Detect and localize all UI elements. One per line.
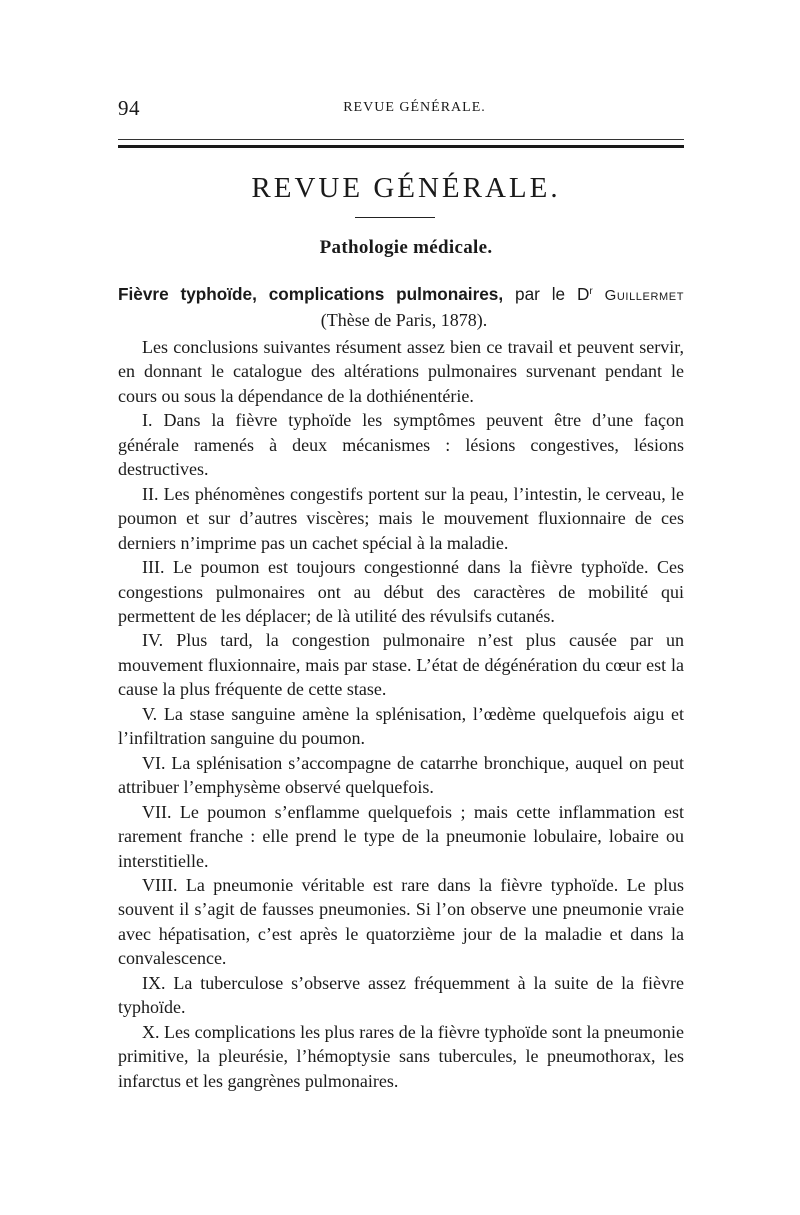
paragraph-conclusion-7: VII. Le poumon s’enflamme quelquefois ; mais cette inflammation est rarement franche : elle prend le type de la pneumonie lobulaire, lobaire ou interstitielle. xyxy=(118,801,684,871)
paragraph-conclusion-4: IV. Plus tard, la congestion pulmonaire n’est plus causée par un mouvement fluxionnaire, mais par stase. L’état de dégénération du cœur est la cause la plus fréquente de cette stase. xyxy=(118,630,684,700)
author-name: Guillermet xyxy=(604,287,685,304)
article-title: Fièvre typhoïde, complications pulmonaires, xyxy=(118,284,504,304)
title-divider xyxy=(355,217,435,218)
page-number: 94 xyxy=(118,96,140,120)
article-body xyxy=(118,335,684,1093)
paragraph-conclusion-2: II. Les phénomènes congestifs portent sur la peau, l’intestin, le cerveau, le poumon et sur d’autres viscères; mais le mouvement fluxionnaire de ces derniers n’imprime pas un cachet spécial à la maladie. xyxy=(118,483,684,553)
paragraph-conclusion-8: VIII. La pneumonie véritable est rare dans la fièvre typhoïde. Le plus souvent il s’agit de fausses pneumonies. Si l’on observe une pneumonie vraie avec hépatisation, c’est après le quatorzième jour de la maladie et dans la convalescence. xyxy=(118,874,684,969)
running-head-title: REVUE GÉNÉRALE. xyxy=(343,100,486,115)
paragraph-conclusion-10: X. Les complications les plus rares de la fièvre typhoïde sont la pneumonie primitive, la pleurésie, l’hémoptysie sans tubercules, le pneumothorax, les infarctus et les gangrènes pulmonaires. xyxy=(118,1021,684,1091)
article-heading xyxy=(118,279,684,333)
paragraph-conclusion-3: III. Le poumon est toujours congestionné dans la fièvre typhoïde. Ces congestions pulmonaires ont au début des caractères de mobilité qui permettent de les déplacer; de là utilité des révulsifs cutanés. xyxy=(118,557,684,626)
paragraph-intro: Les conclusions suivantes résument assez bien ce travail et peuvent servir, en donnant le catalogue des altérations pulmonaires survenant pendant le cours ou sous la dépendance de la dothiénentérie. xyxy=(118,337,684,406)
paragraph-conclusion-9: IX. La tuberculose s’observe assez fréquemment à la suite de la fièvre typhoïde. xyxy=(118,972,684,1018)
main-title: REVUE GÉNÉRALE. xyxy=(251,172,561,204)
article-source: (Thèse de Paris, 1878). xyxy=(320,310,488,330)
paragraph-conclusion-6: VI. La splénisation s’accompagne de catarrhe bronchique, auquel on peut attribuer l’emphysème observé quelquefois. xyxy=(118,752,684,798)
running-head xyxy=(118,96,683,120)
header-double-rule xyxy=(118,139,684,148)
paragraph-conclusion-1: I. Dans la fièvre typhoïde les symptômes peuvent être d’une façon générale ramenés à deux mécanismes : lésions congestives, lésions destructives. xyxy=(118,410,684,480)
article-heading-line xyxy=(118,279,684,308)
paragraph-conclusion-5: V. La stase sanguine amène la splénisation, l’œdème quelquefois aigu et l’infiltration sanguine du poumon. xyxy=(118,703,684,749)
section-title: Pathologie médicale. xyxy=(319,237,493,258)
article-byline-prefix: par le D xyxy=(515,284,590,304)
article-byline-superscript: r xyxy=(589,286,593,297)
